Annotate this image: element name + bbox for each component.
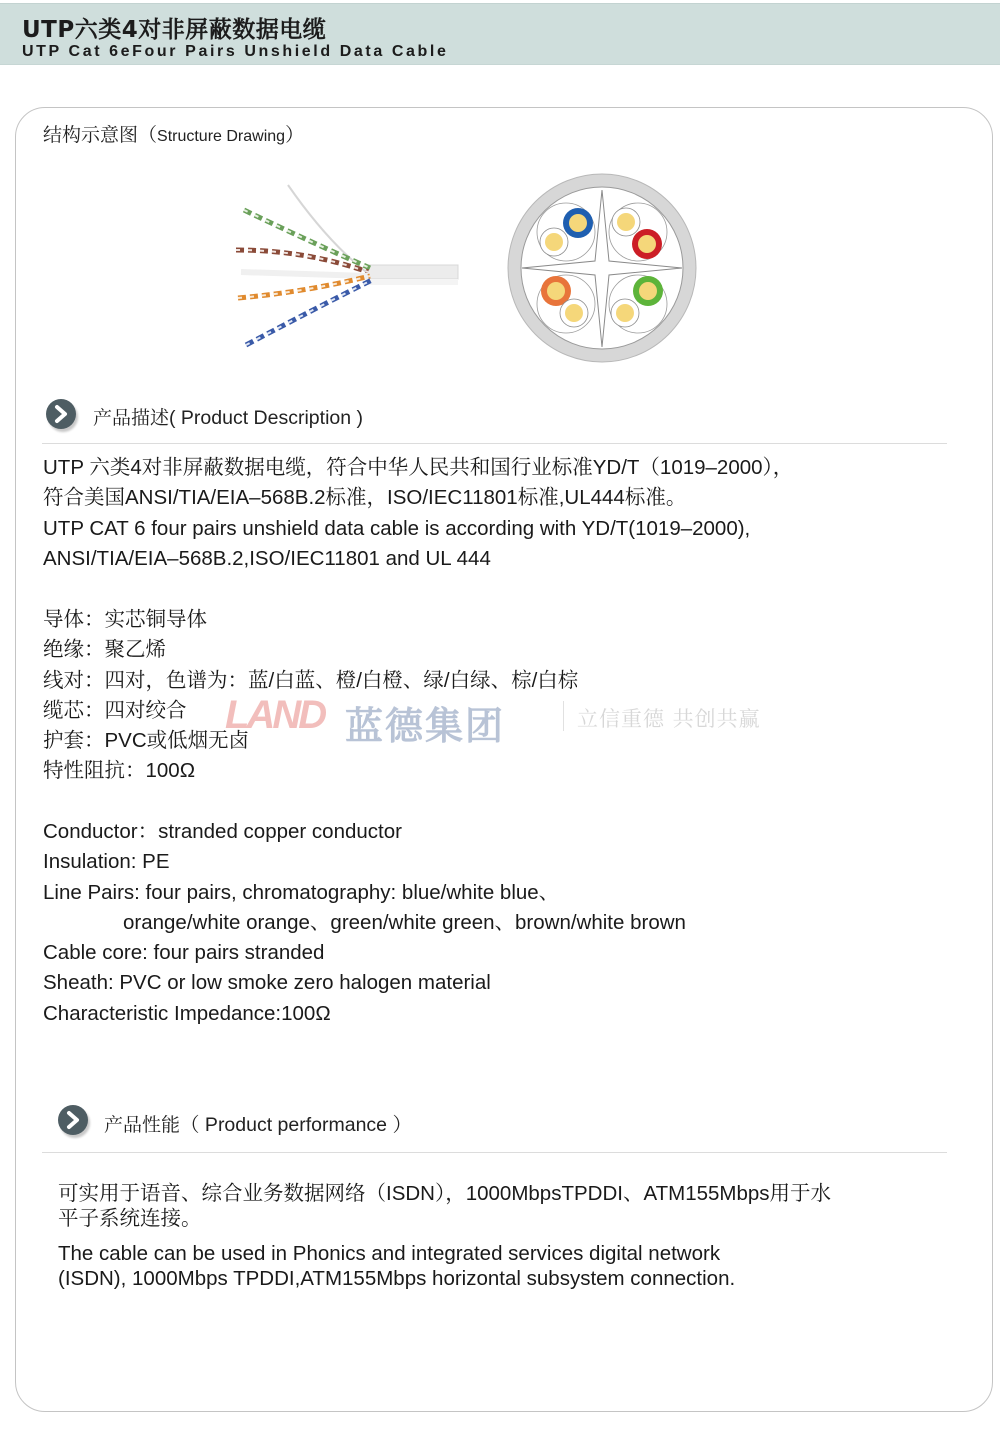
brand-watermark [225, 693, 785, 748]
watermark-logo: LAND [225, 693, 325, 737]
performance-title-en: （ Product performance ） [180, 1114, 412, 1136]
performance-cn-line: 可实用于语音、综合业务数据网络（ISDN），1000MbpsTPDDI、ATM155Mbps用于水 [58, 1182, 832, 1205]
performance-cn-paragraph [58, 1181, 831, 1231]
spec-item-conductor-en: Conductor：stranded copper conductor [43, 820, 402, 843]
spec-item-sheath-cn: 护套：PVC或低烟无卤 [43, 729, 250, 753]
spec-item-pairs-en: Line Pairs: four pairs, chromatography: blue/white blue、 [43, 880, 560, 904]
performance-en-line: (ISDN), 1000Mbps TPDDI,ATM155Mbps horizontal subsystem connection. [58, 1267, 736, 1290]
spec-item-pairs-en-continued: orange/white orange、green/white green、brown/white brown [123, 910, 686, 934]
header-bar [0, 3, 1000, 65]
spec-item-impedance-en: Characteristic Impedance:100Ω [43, 1001, 331, 1025]
watermark-slogan: 立信重德 共创共赢 [577, 707, 761, 731]
description-section-title [93, 403, 363, 430]
spec-item-pairs-cn: 线对：四对，色谱为：蓝/白蓝、橙/白橙、绿/白绿、棕/白棕 [43, 668, 579, 692]
description-line: ANSI/TIA/EIA–568B.2,ISO/IEC11801 and UL 444 [43, 546, 491, 570]
spec-item-core-en: Cable core: four pairs stranded [43, 941, 325, 965]
spec-item-conductor-cn: 导体：实芯铜导体 [43, 608, 207, 631]
description-line: UTP CAT 6 four pairs unshield data cable is according with YD/T(1019–2000), [43, 516, 751, 540]
watermark-separator [563, 701, 564, 731]
description-line: UTP 六类4对非屏蔽数据电缆，符合中华人民共和国行业标准YD/T（1019–2000）， [43, 456, 794, 479]
spec-item-sheath-en: Sheath: PVC or low smoke zero halogen material [43, 971, 491, 995]
structure-title-close: ） [285, 124, 305, 146]
page-title-en: UTP Cat 6eFour Pairs Unshield Data Cable [22, 43, 449, 60]
performance-cn-line: 平子系统连接。 [58, 1207, 202, 1230]
chevron-right-circle-icon [46, 399, 76, 429]
description-line: 符合美国ANSI/TIA/EIA–568B.2标准，ISO/IEC11801标准,UL444标准。 [43, 486, 687, 510]
description-title-cn: 产品描述 [93, 407, 170, 429]
performance-title-cn: 产品性能 [104, 1114, 181, 1136]
chevron-right-circle-icon [58, 1105, 88, 1135]
section-divider [42, 443, 947, 444]
specs-en-list [43, 817, 686, 1029]
structure-section-title [43, 120, 304, 147]
spec-item-insulation-en: Insulation: PE [43, 850, 170, 874]
description-paragraph [43, 453, 793, 574]
performance-section-title [104, 1109, 412, 1137]
performance-en-line: The cable can be used in Phonics and integrated services digital network [58, 1242, 721, 1265]
cable-cross-section-image [506, 172, 698, 364]
spec-item-impedance-cn: 特性阻抗：100Ω [43, 759, 196, 783]
description-title-en: ( Product Description ) [169, 407, 363, 429]
cable-side-view-image [236, 180, 466, 360]
page-title-cn: UTP六类4对非屏蔽数据电缆 [22, 17, 327, 43]
watermark-brand: 蓝德集团 [345, 704, 506, 748]
spec-item-core-cn: 缆芯：四对绞合 [43, 698, 187, 722]
structure-title-en: Structure Drawing [157, 128, 286, 145]
section-divider [42, 1152, 947, 1153]
structure-title-cn: 结构示意图（ [43, 124, 158, 146]
spec-item-insulation-cn: 绝缘：聚乙烯 [43, 638, 166, 662]
performance-en-paragraph [58, 1241, 735, 1291]
